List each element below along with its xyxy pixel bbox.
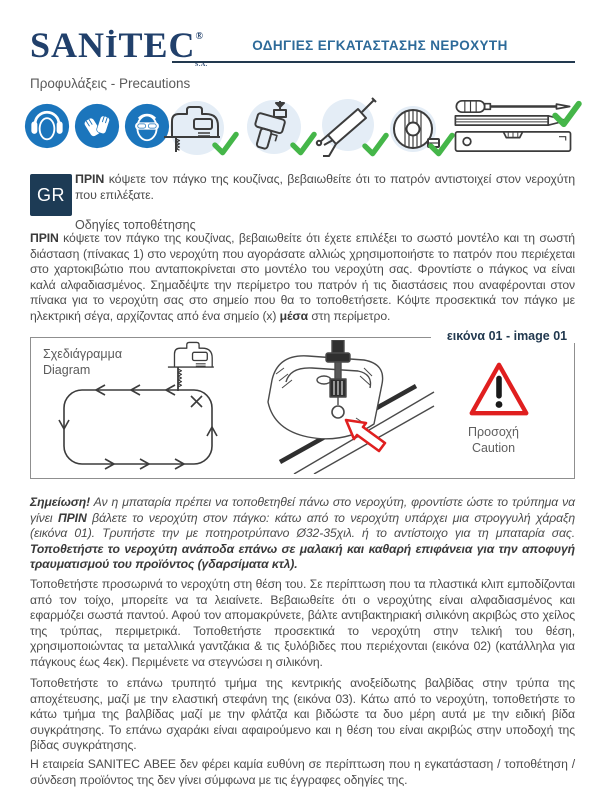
bold-text: ΠΡΙΝ xyxy=(30,231,59,245)
header-divider xyxy=(172,61,575,63)
diagram-label: Σχεδιάγραμμα Diagram xyxy=(43,347,123,377)
bold-text: Τοποθετήστε το νεροχύτη ανάποδα επάνω σε μαλακή και καθαρή επιφάνεια για την αποφυγή τραυματισμού του προϊόντος (γδαρσίματα κτλ). xyxy=(30,541,575,571)
spirit-level-icon xyxy=(452,130,574,153)
bold-text: μέσα xyxy=(279,308,309,323)
figure-01 xyxy=(30,329,575,479)
protective-gloves-icon xyxy=(74,103,120,149)
liability-footer: Η εταιρεία SANITEC ΑΒΕΕ δεν φέρει καμία ευθύνη σε περίπτωση που η εγκατάσταση / τοποθέτηση / σύνδεση προϊόντος της δεν γίνει σύμφωνα με τις έγγραφες οδηγίες της. xyxy=(30,757,575,787)
checkmark-icon xyxy=(212,131,239,157)
installation-subheading: Οδηγίες τοποθέτησης xyxy=(75,218,196,232)
warning-triangle-icon xyxy=(468,360,530,418)
figure-caption: εικόνα 01 - image 01 xyxy=(431,329,583,343)
bold-text: ΠΡΙΝ xyxy=(75,172,105,186)
instructions-paragraph-1: ΠΡΙΝ κόψετε τον πάγκο της κουζίνας, βεβαιωθείτε ότι έχετε επιλέξει το σωστό μοντέλο και τη σωστή διάσταση (πίνακας 1) στο νεροχύτη που αγοράσατε αλλιώς χρησιμοποιήστε το πατρόν που περιέχεται στο χαρτοκιβώτιο που ανταποκρίνεται στο μοντέλο του νεροχύτη σας. Φροντίστε ο πάγκος να είναι καλά αλφαδιασμένος. Σημαδέψτε την περίμετρο του πατρόν ή τις διαστάσεις που αναφέρονται στον πίνακα για το νεροχύτη σας στο σημείο που θα το τοποθετήσετε. Κόψτε προσεκτικά τον πάγκο με ηλεκτρική σέγα, αρχίζοντας από ένα σημείο (x) μέσα στη περίμετρο. xyxy=(30,231,575,323)
page-title: ΟΔΗΓΙΕΣ ΕΓΚΑΤΑΣΤΑΣΗΣ ΝΕΡΟΧΥΤΗ xyxy=(252,38,508,53)
instructions-paragraph-2: Τοποθετήστε προσωρινά το νεροχύτη στη θέση του. Σε περίπτωση που τα πλαστικά κλιπ εμποδίζονται από τον τοίχο, μπορείτε να τα λειαίνετε. Βεβαιωθείτε ότι ο νεροχύτης είναι αλφαδιασμένος και εφαρμόζει σωστά παντού. Αφού τον απομακρύνετε, βάλτε αντιβακτηριακή σιλικόνη ακριβώς στο χείλος της τρύπας, περιμετρικά. Τοποθετήστε προσεκτικά το νεροχύτη στην τελική του θέση, χρησιμοποιώντας τα μεταλλικά γαντζάκια & τις ξυλόβιδες που περιέχονται (εικόνα 02) (κατάλληλα για πάγκους έως 4εκ). Περιμένετε να στεγνώσει η σιλικόνη. xyxy=(30,577,575,669)
checkmark-icon xyxy=(362,132,389,158)
checkmark-icon xyxy=(290,131,317,157)
bold-text: ΠΡΙΝ xyxy=(57,510,87,525)
sink-drilling-illustration xyxy=(246,340,436,474)
precautions-heading: Προφυλάξεις - Precautions xyxy=(30,76,191,91)
instructions-paragraph-3: Τοποθετήστε το επάνω τρυπητό τμήμα της κεντρικής ανοξείδωτης βαλβίδας στην τρύπα της αποχέτευσης, μαζί με την ελαστική στεφάνη της (εικόνα 03). Κάτω από το νεροχύτη, τοποθετήστε το κάτω τμήμα της βαλβίδας μαζί με την φλάτζα και βιδώστε τα δυο μέρη αυτά με την ειδική βίδα συγκράτησης. Το επάνω σχαράκι είναι αφαιρούμενο και η θέση του είναι ακριβώς στην υποδοχή της βίδας συγκράτησης. xyxy=(30,676,575,752)
logo-sa-suffix: S.A. xyxy=(195,62,208,68)
caution-label: Προσοχή Caution xyxy=(468,425,519,455)
logo-wordmark: SANİTEC xyxy=(30,25,196,65)
bold-text: Σημείωση! xyxy=(30,495,91,509)
language-badge-gr: GR xyxy=(30,174,72,216)
cutting-path-diagram xyxy=(39,340,244,472)
checkmark-icon xyxy=(428,132,455,158)
intro-paragraph: ΠΡΙΝ κόψετε τον πάγκο της κουζίνας, βεβαιωθείτε ότι το πατρόν αντιστοιχεί στον νεροχύτη που επιλέξατε. xyxy=(75,172,575,202)
registered-mark: ® xyxy=(195,31,203,42)
checkmark-icon xyxy=(552,100,582,129)
ear-protection-icon xyxy=(24,103,70,149)
note-paragraph: Σημείωση! Αν η μπαταρία πρέπει να τοποθετηθεί πάνω στο νεροχύτη, φροντίστε ώστε το τρύπημα να γίνει ΠΡΙΝ βάλετε το νεροχύτη στον πάγκο: κάτω από το νεροχύτη υπάρχει μια στρογγυλή χάραξη (εικόνα 01). Τρυπήστε την με ποτηροτρύπανο Ø32-35χιλ. ή το αντίστοιχο για τη μπαταρία σας. Τοποθετήστε το νεροχύτη ανάποδα επάνω σε μαλακή και καθαρή επιφάνεια για την αποφυγή τραυματισμού του προϊόντος (γδαρσίματα κτλ). xyxy=(30,495,575,571)
